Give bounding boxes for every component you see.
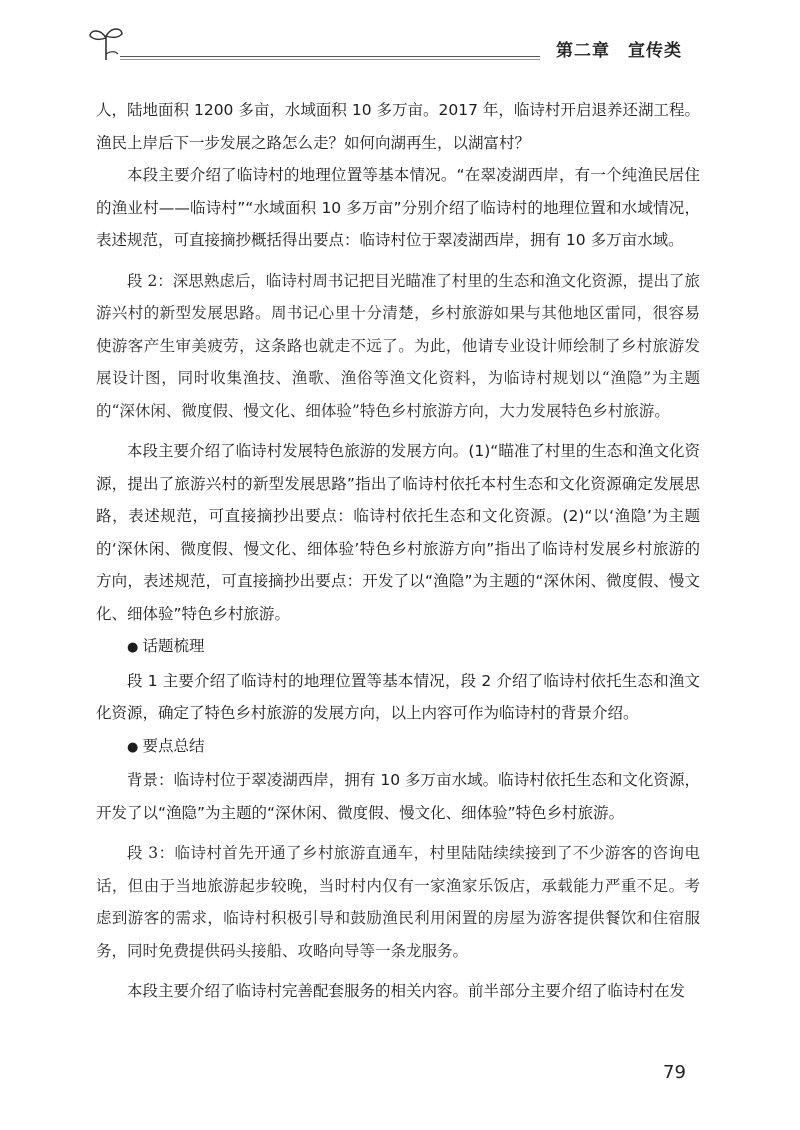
paragraph-analysis-1: 本段主要介绍了临诗村的地理位置等基本情况。“在翠凌湖西岸，有一个纯渔民居住的渔业村——临诗村”“水域面积 10 多万亩”分别介绍了临诗村的地理位置和水域情况，表述规范，可直接摘抄概括得出要点：临诗村位于翠凌湖西岸，拥有 10 多万亩水域。: [96, 166, 700, 249]
chapter-title: 第二章 宣传类: [556, 41, 682, 61]
page-number: 79: [663, 1062, 686, 1083]
page-body: [96, 94, 700, 1008]
header-divider-secondary: [120, 59, 540, 60]
paragraph-analysis-2: 本段主要介绍了临诗村发展特色旅游的发展方向。(1)“瞄准了村里的生态和渔文化资源，提出了旅游兴村的新型发展思路”指出了临诗村依托本村生态和文化资源确定发展思路，表述规范，可直接摘抄出要点：临诗村依托生态和文化资源。(2)“以‘渔隐’为主题的‘深休闲、微度假、慢文化、细体验’特色乡村旅游方向”指出了临诗村发展乡村旅游的方向，表述规范，可直接摘抄出要点：开发了以“渔隐”为主题的“深休闲、微度假、慢文化、细体验”特色乡村旅游。: [96, 442, 700, 623]
bullet-topic-review: ● 话题梳理: [96, 630, 700, 665]
paragraph-segment-3: 段 3：临诗村首先开通了乡村旅游直通车，村里陆陆续续接到了不少游客的咨询电话，但由于当地旅游起步较晚，当时村内仅有一家渔家乐饭店，承载能力严重不足。考虑到游客的需求，临诗村积极引导和鼓励渔民利用闲置的房屋为游客提供餐饮和住宿服务，同时免费提供码头接船、攻略向导等一条龙服务。: [96, 844, 700, 960]
paragraph-segment-2: 段 2：深思熟虑后，临诗村周书记把目光瞄准了村里的生态和渔文化资源，提出了旅游兴村的新型发展思路。周书记心里十分清楚，乡村旅游如果与其他地区雷同，很容易使游客产生审美疲劳，这条路也就走不远了。为此，他请专业设计师绘制了乡村旅游发展设计图，同时收集渔技、渔歌、渔俗等渔文化资料，为临诗村规划以“渔隐”为主题的“深休闲、微度假、慢文化、细体验”特色乡村旅游方向，大力发展特色乡村旅游。: [96, 271, 700, 420]
bullet-key-points: ● 要点总结: [96, 730, 700, 765]
paragraph-continuation: 人，陆地面积 1200 多亩，水域面积 10 多万亩。2017 年，临诗村开启退养还湖工程。渔民上岸后下一步发展之路怎么走？如何向湖再生，以湖富村？: [96, 101, 700, 152]
header-divider: [120, 56, 540, 57]
paragraph-topic-review: 段 1 主要介绍了临诗村的地理位置等基本情况，段 2 介绍了临诗村依托生态和渔文化资源，确定了特色乡村旅游的发展方向，以上内容可作为临诗村的背景介绍。: [96, 671, 700, 722]
paragraph-analysis-3: 本段主要介绍了临诗村完善配套服务的相关内容。前半部分主要介绍了临诗村在发: [127, 982, 686, 1000]
paragraph-key-points: 背景：临诗村位于翠凌湖西岸，拥有 10 多万亩水域。临诗村依托生态和文化资源，开发了以“渔隐”为主题的“深休闲、微度假、慢文化、细体验”特色乡村旅游。: [96, 771, 700, 822]
